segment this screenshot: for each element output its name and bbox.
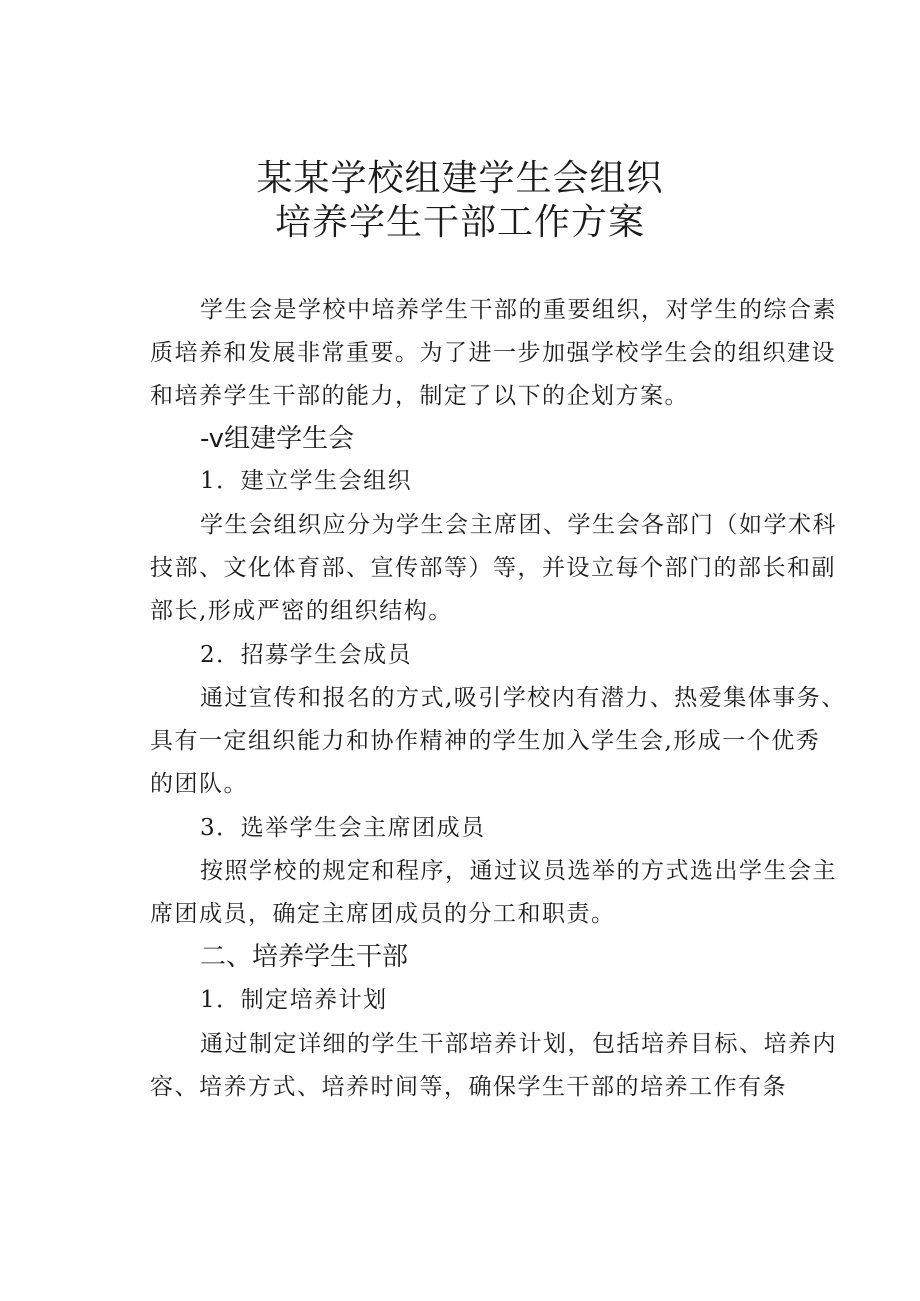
document-title-line-1: 某某学校组建学生会组织 bbox=[256, 158, 664, 199]
intro-paragraph-line-3: 和培养学生干部的能力，制定了以下的企划方案。 bbox=[150, 383, 689, 409]
section-1-item-2-line-2: 具有一定组织能力和协作精神的学生加入学生会,形成一个优秀 bbox=[150, 728, 821, 754]
section-1-item-1-line-2: 技部、文化体育部、宣传部等）等，并设立每个部门的部长和副 bbox=[150, 555, 836, 581]
section-1-heading: -v组建学生会 bbox=[200, 424, 355, 454]
section-1-item-3-line-1: 按照学校的规定和程序，通过议员选举的方式选出学生会主 bbox=[200, 858, 837, 884]
section-1-item-2-title: 2．招募学生会成员 bbox=[200, 642, 413, 668]
intro-paragraph-line-2: 质培养和发展非常重要。为了进一步加强学校学生会的组织建设 bbox=[150, 340, 836, 366]
section-1-item-3-title: 3．选举学生会主席团成员 bbox=[200, 815, 486, 841]
section-1-item-1-line-3: 部长,形成严密的组织结构。 bbox=[150, 598, 453, 624]
section-2-heading: 二、培养学生干部 bbox=[200, 942, 409, 972]
section-1-item-2-line-1: 通过宣传和报名的方式,吸引学校内有潜力、热爱集体事务、 bbox=[200, 685, 846, 711]
section-1-item-3-line-2: 席团成员，确定主席团成员的分工和职责。 bbox=[150, 901, 616, 927]
document-title-line-2: 培养学生干部工作方案 bbox=[274, 202, 645, 243]
intro-paragraph-line-1: 学生会是学校中培养学生干部的重要组织，对学生的综合素 bbox=[200, 297, 837, 323]
section-1-item-1-title: 1．建立学生会组织 bbox=[200, 468, 413, 494]
section-2-item-1-line-1: 通过制定详细的学生干部培养计划，包括培养目标、培养内 bbox=[200, 1031, 837, 1057]
section-2-item-1-title: 1．制定培养计划 bbox=[200, 987, 388, 1013]
section-1-item-1-line-1: 学生会组织应分为学生会主席团、学生会各部门（如学术科 bbox=[200, 512, 837, 538]
section-1-item-2-line-3: 的团队。 bbox=[150, 771, 248, 797]
section-2-item-1-line-2: 容、培养方式、培养时间等，确保学生干部的培养工作有条 bbox=[150, 1074, 787, 1100]
